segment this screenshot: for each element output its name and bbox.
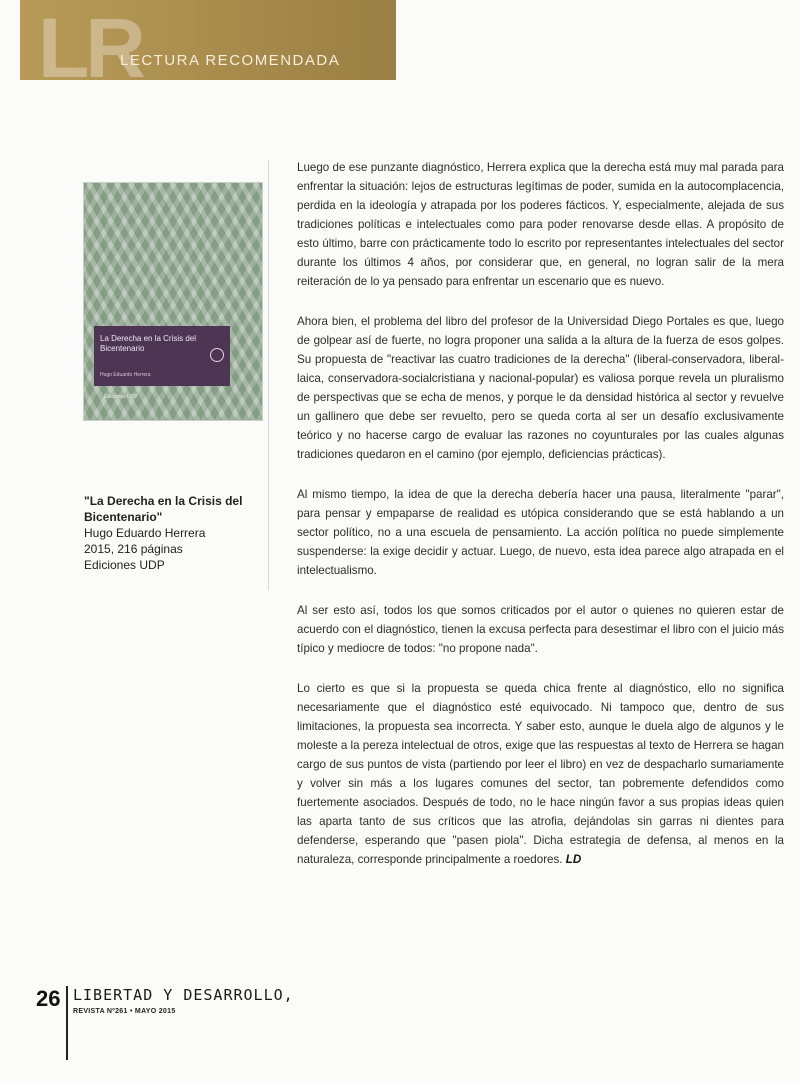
page-footer bbox=[36, 982, 356, 1062]
page-number: 26 bbox=[36, 986, 61, 1011]
article-paragraph: Al mismo tiempo, la idea de que la derecha debería hacer una pausa, literalmente "parar", para pensar y empaparse de realidad es utópica considerando que se está hablando a un sector político, no a una escuela de pensamiento. La acción política no puede simplemente suspenderse: la exige decidir y actuar. Luego, de nuevo, esta idea parece algo atrapada en el intelectualismo. bbox=[297, 488, 784, 577]
caption-details: 2015, 216 páginas bbox=[84, 542, 183, 556]
article-paragraph-text: Lo cierto es que si la propuesta se queda chica frente al diagnóstico, ello no significa necesariamente que el diagnóstico esté equivocado. Ni tampoco que, dentro de sus limitaciones, la propuesta sea incorrecta. Y saber esto, aunque le duela algo de algunos y le moleste a la pereza intelectual de otros, exige que las respuestas al texto de Herrera se hagan cargo de sus puntos de vista (partiendo por leer el libro) en vez de despacharlo sumariamente y volver sin más a los lugares comunes del sector, tan pobremente defendidos como fuertemente asociados. Después de todo, no le hace ningún favor a sus propias ideas quien las aparta tanto de sus críticos que las atrofia, dejándolas sin garras ni dientes para defenderse, esperando que "pasen piola". Dicha estrategia de defensa, al menos en la naturaleza, corresponde principalmente a roedores. bbox=[297, 682, 784, 866]
article-paragraph: Al ser esto así, todos los que somos criticados por el autor o quienes no quieren estar de acuerdo con el diagnóstico, tienen la excusa perfecta para desestimar el libro con el juicio más típico y mediocre de todos: "no propone nada". bbox=[297, 604, 784, 655]
cover-publisher: Ediciones UDP bbox=[104, 394, 138, 400]
magazine-issue: REVISTA Nº261 • MAYO 2015 bbox=[73, 1008, 176, 1015]
book-cover-image bbox=[84, 183, 262, 420]
end-mark: LD bbox=[565, 853, 582, 866]
section-header bbox=[20, 0, 396, 95]
cover-title-plate bbox=[94, 326, 230, 386]
article-paragraph: Ahora bien, el problema del libro del profesor de la Universidad Diego Portales es que, luego de golpear así de fuerte, no logra proponer una salida a la altura de la fuerza de esos golpes. Su propuesta de "reactivar las cuatro tradiciones de la derecha" (liberal-conservadora, liberal-laica, conservadora-socialcristiana y nacional-popular) es valiosa porque revela un pluralismo de perspectivas que se echa de menos, y porque le da densidad histórica al sector y revuelve un gallinero que debe ser revuelto, pero se queda corta al ser un desafío exclusivamente teórico y no hacerse cargo de evaluar las razones no coyunturales por las cuales algunas tradiciones quedaron en el camino (por ejemplo, deficiencias prácticas). bbox=[297, 315, 784, 461]
cover-author: Hugo Eduardo Herrera bbox=[100, 372, 151, 378]
section-title: LECTURA RECOMENDADA bbox=[120, 52, 341, 69]
publisher-seal-icon bbox=[210, 348, 224, 362]
sidebar-divider bbox=[268, 160, 269, 590]
section-initials: LR bbox=[38, 1, 142, 95]
magazine-name: LIBERTAD Y DESARROLLO, bbox=[73, 986, 294, 1004]
cover-title: La Derecha en la Crisis del Bicentenario bbox=[100, 334, 197, 353]
article-body bbox=[297, 158, 784, 890]
article-paragraph: Luego de ese punzante diagnóstico, Herrera explica que la derecha está muy mal parada para enfrentar la situación: lejos de estructuras legítimas de poder, sumida en la autocomplacencia, perdida en la ideología y atrapada por los poderes fácticos. Y, especialmente, alejada de sus tradiciones políticas e intelectuales como para poder renovarse desde ellas. A propósito de esto último, barre con prácticamente todo lo escrito por representantes intelectuales del sector durante los últimos 4 años, por considerar que, en general, no logran salir de la mera reiteración de lo ya pensado para enfrentar un escenario que es nuevo. bbox=[297, 161, 784, 288]
caption-publisher: Ediciones UDP bbox=[84, 558, 165, 572]
caption-title: "La Derecha en la Crisis del Bicentenario" bbox=[84, 494, 243, 524]
footer-divider bbox=[66, 986, 68, 1060]
book-caption bbox=[84, 493, 266, 573]
article-paragraph-last bbox=[297, 679, 784, 869]
caption-author: Hugo Eduardo Herrera bbox=[84, 526, 206, 540]
